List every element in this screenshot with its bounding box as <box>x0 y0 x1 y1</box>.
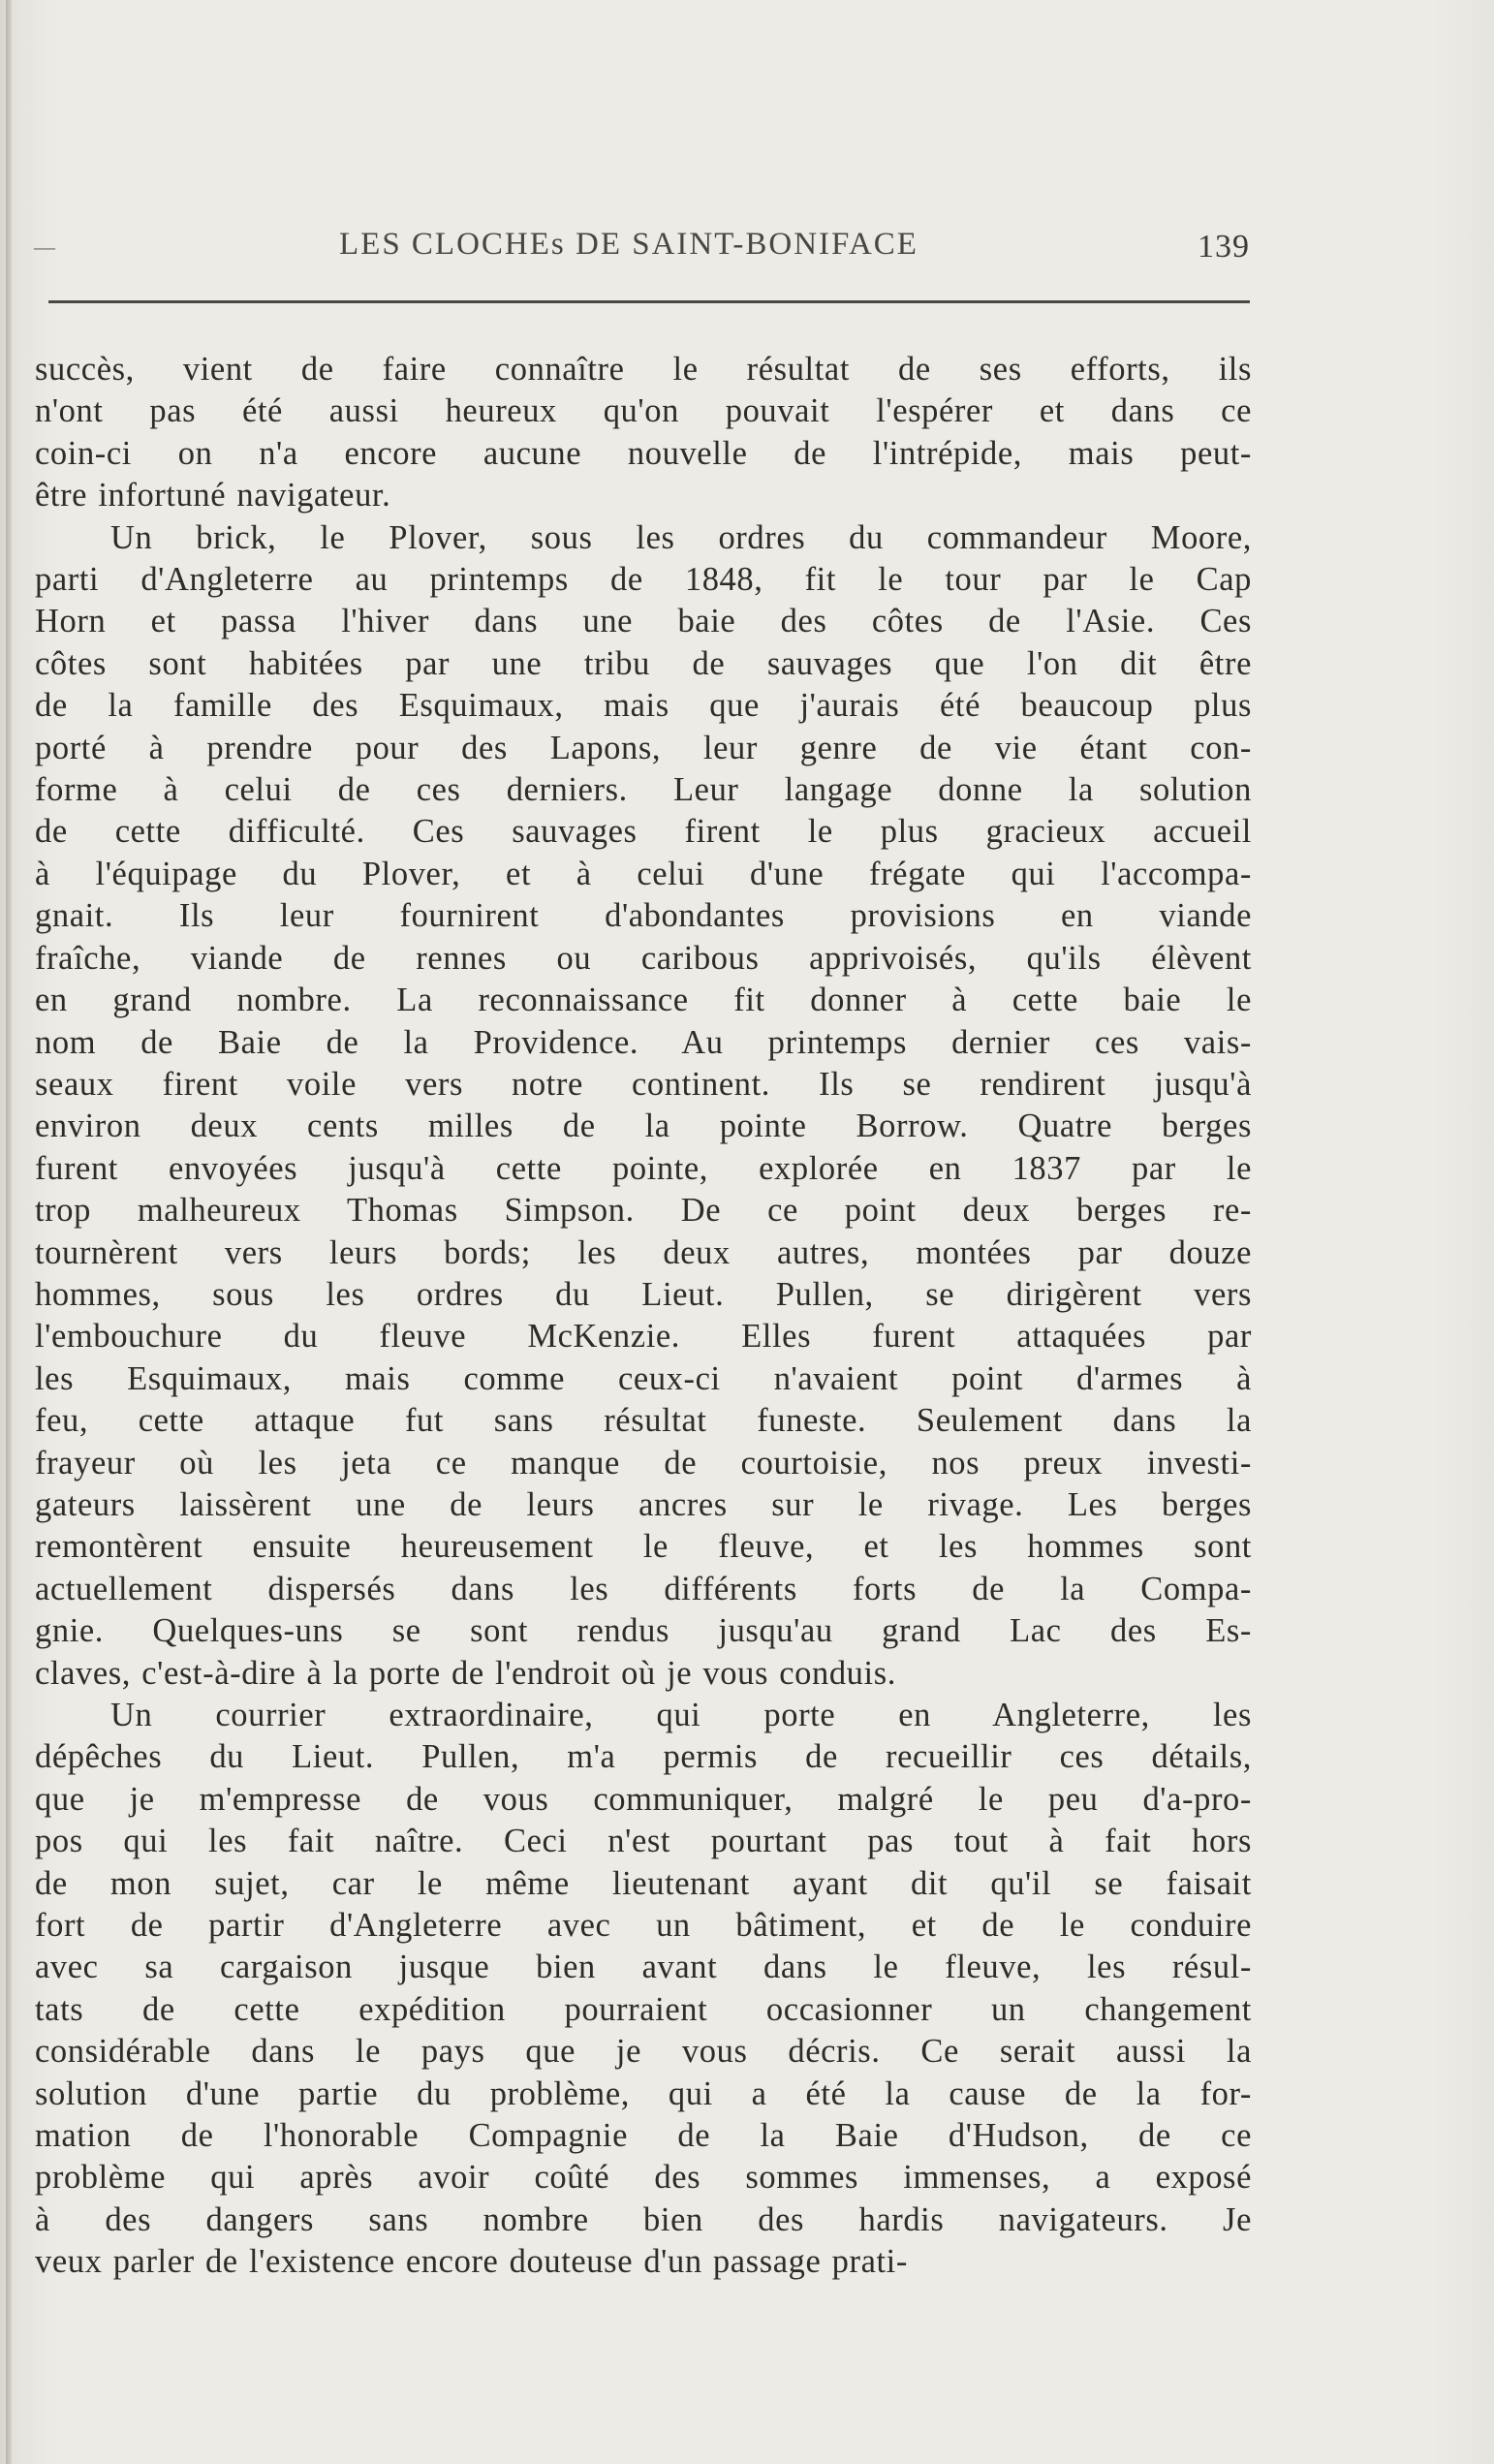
text-line: forme à celui de ces derniers. Leur langage donne la solution <box>35 771 1252 809</box>
text-line: gnie. Quelques-uns se sont rendus jusqu'au grand Lac des Es- <box>35 1612 1252 1650</box>
text-line: fraîche, viande de rennes ou caribous apprivoisés, qu'ils élèvent <box>35 939 1252 977</box>
text-line: les Esquimaux, mais comme ceux-ci n'avaient point d'armes à <box>35 1359 1252 1397</box>
text-line: hommes, sous les ordres du Lieut. Pullen, se dirigèrent vers <box>35 1275 1252 1313</box>
text-line: feu, cette attaque fut sans résultat funeste. Seulement dans la <box>35 1402 1252 1440</box>
text-line: frayeur où les jeta ce manque de courtoisie, nos preux investi- <box>35 1444 1252 1482</box>
text-line: mation de l'honorable Compagnie de la Baie d'Hudson, de ce <box>35 2117 1252 2155</box>
text-line: actuellement dispersés dans les différents forts de la Compa- <box>35 1570 1252 1607</box>
text-line: remontèrent ensuite heureusement le fleuve, et les hommes sont <box>35 1528 1252 1566</box>
text-line: solution d'une partie du problème, qui a été la cause de la for- <box>35 2074 1252 2112</box>
page-number: 139 <box>1198 229 1250 265</box>
text-line: dépêches du Lieut. Pullen, m'a permis de recueillir ces détails, <box>35 1738 1252 1776</box>
text-line: de mon sujet, car le même lieutenant ayant dit qu'il se faisait <box>35 1864 1252 1902</box>
text-line: coin-ci on n'a encore aucune nouvelle de l'intrépide, mais peut- <box>35 434 1252 472</box>
text-line: furent envoyées jusqu'à cette pointe, explorée en 1837 par le <box>35 1149 1252 1187</box>
text-line: à l'équipage du Plover, et à celui d'une frégate qui l'accompa- <box>35 855 1252 892</box>
text-line: de la famille des Esquimaux, mais que j'aurais été beaucoup plus <box>35 687 1252 725</box>
text-line: Un courrier extraordinaire, qui porte en Angleterre, les <box>110 1697 1252 1733</box>
text-line: considérable dans le pays que je vous décris. Ce serait aussi la <box>35 2033 1252 2071</box>
text-line: claves, c'est-à-dire à la porte de l'endroit où je vous conduis. <box>35 1654 896 1692</box>
body-text <box>35 349 1252 2284</box>
text-line: nom de Baie de la Providence. Au printemps dernier ces vais- <box>35 1023 1252 1061</box>
text-line: tats de cette expédition pourraient occasionner un changement <box>35 1990 1252 2028</box>
text-line: n'ont pas été aussi heureux qu'on pouvait l'espérer et dans ce <box>35 392 1252 430</box>
page-header <box>34 221 1250 279</box>
text-line: à des dangers sans nombre bien des hardis navigateurs. Je <box>35 2200 1252 2238</box>
text-line: gnait. Ils leur fournirent d'abondantes provisions en viande <box>35 897 1252 935</box>
text-line: porté à prendre pour des Lapons, leur genre de vie étant con- <box>35 729 1252 766</box>
paragraph <box>35 1695 1252 2284</box>
text-line: pos qui les fait naître. Ceci n'est pourtant pas tout à fait hors <box>35 1823 1252 1860</box>
header-rule <box>48 300 1250 303</box>
binding-edge <box>6 0 12 2464</box>
text-line: veux parler de l'existence encore douteuse d'un passage prati- <box>35 2243 908 2281</box>
running-head: LES CLOCHEs DE SAINT-BONIFACE <box>339 227 918 262</box>
text-line: problème qui après avoir coûté des sommes immenses, a exposé <box>35 2159 1252 2197</box>
text-line: en grand nombre. La reconnaissance fit donner à cette baie le <box>35 982 1252 1019</box>
text-line: tournèrent vers leurs bords; les deux autres, montées par douze <box>35 1233 1252 1271</box>
header-mark: — <box>34 234 55 259</box>
paragraph <box>35 349 1252 517</box>
text-line: l'embouchure du fleuve McKenzie. Elles furent attaquées par <box>35 1318 1252 1356</box>
text-line: succès, vient de faire connaître le résultat de ses efforts, ils <box>35 351 1252 388</box>
text-line: Horn et passa l'hiver dans une baie des côtes de l'Asie. Ces <box>35 603 1252 640</box>
text-line: environ deux cents milles de la pointe Borrow. Quatre berges <box>35 1107 1252 1145</box>
text-line: Un brick, le Plover, sous les ordres du commandeur Moore, <box>110 518 1252 556</box>
text-line: gateurs laissèrent une de leurs ancres sur le rivage. Les berges <box>35 1485 1252 1523</box>
text-line: côtes sont habitées par une tribu de sauvages que l'on dit être <box>35 644 1252 682</box>
text-line: être infortuné navigateur. <box>35 477 391 515</box>
text-line: parti d'Angleterre au printemps de 1848, fit le tour par le Cap <box>35 561 1252 599</box>
text-line: seaux firent voile vers notre continent. Ils se rendirent jusqu'à <box>35 1065 1252 1103</box>
text-line: que je m'empresse de vous communiquer, malgré le peu d'a-pro- <box>35 1780 1252 1818</box>
paragraph <box>35 517 1252 1695</box>
text-line: de cette difficulté. Ces sauvages firent le plus gracieux accueil <box>35 813 1252 851</box>
text-line: avec sa cargaison jusque bien avant dans le fleuve, les résul- <box>35 1949 1252 1986</box>
text-line: fort de partir d'Angleterre avec un bâtiment, et de le conduire <box>35 1907 1252 1945</box>
text-line: trop malheureux Thomas Simpson. De ce point deux berges re- <box>35 1192 1252 1230</box>
